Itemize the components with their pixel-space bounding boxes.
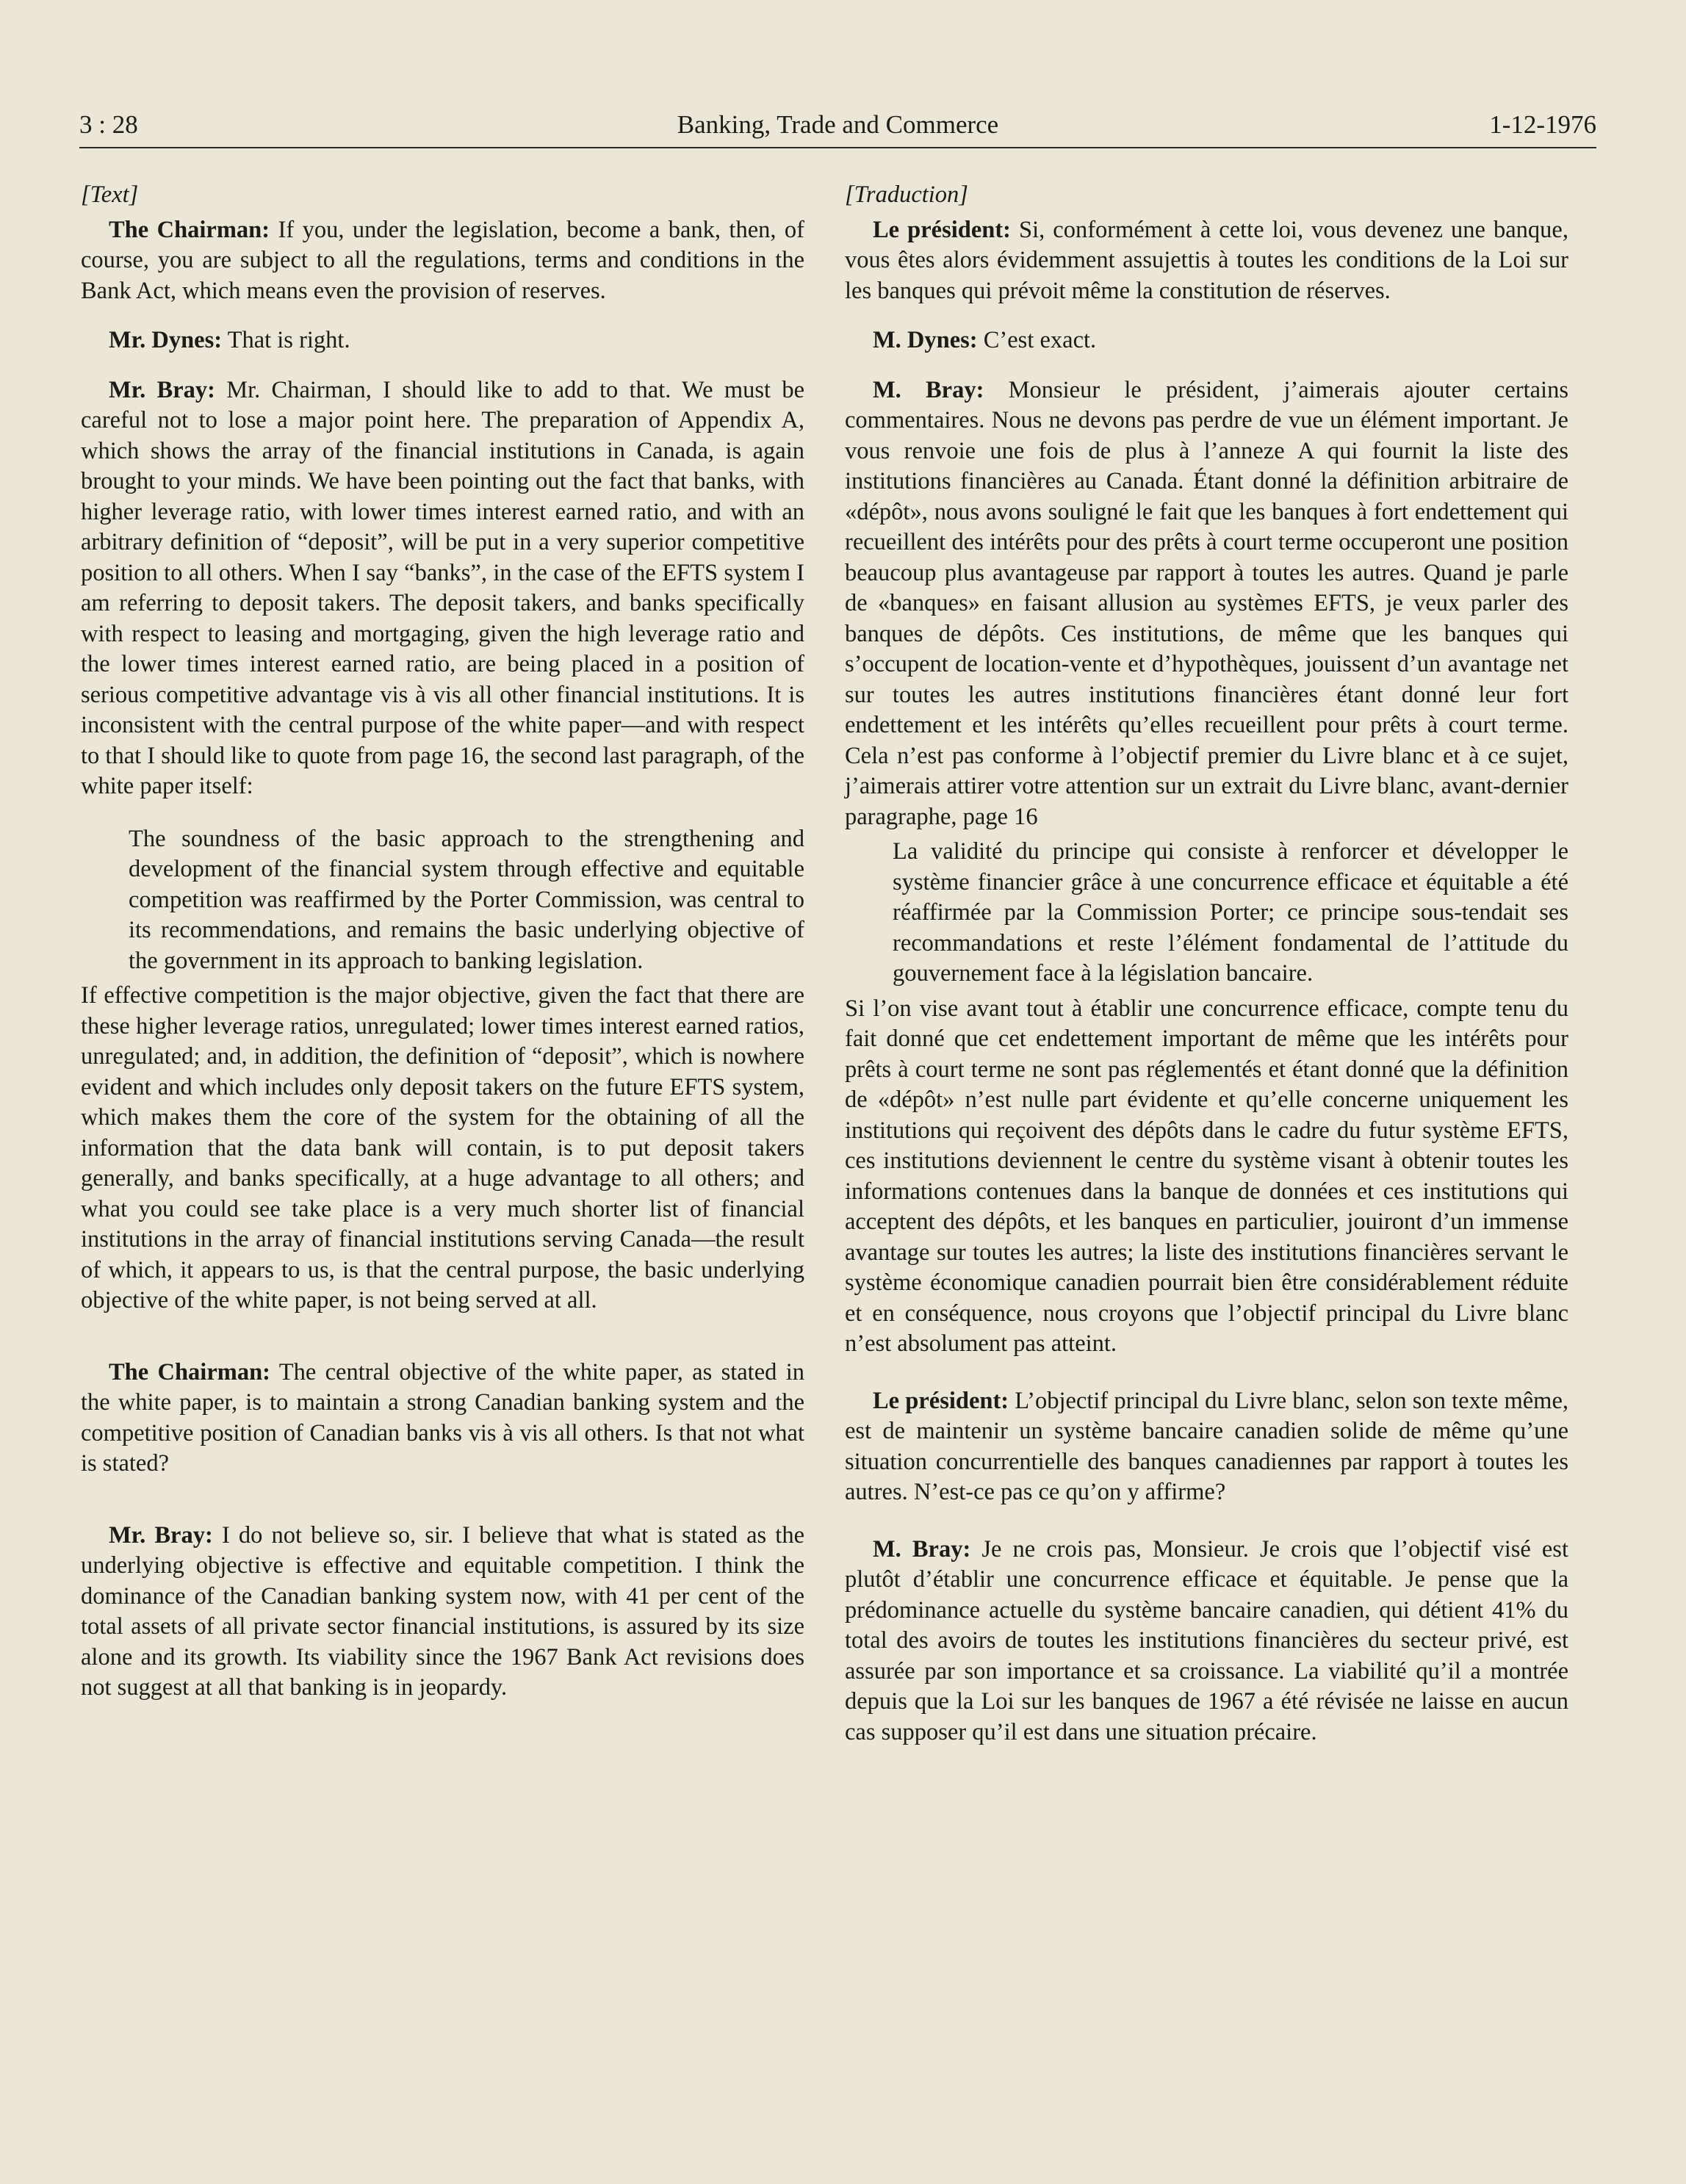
page-reference: 3 : 28: [79, 110, 138, 139]
paragraph-continuation: If effective competition is the major objective, given the fact that there are these higher leverage ratios, unregulated; lower times interest earned ratios, unregulated; and, in addition, the definition of “deposit”, which is nowhere evident and which includes only deposit takers on the future EFTS system, which makes them the core of the system for the obtaining of all the information that the data bank will contain, is to put deposit takers generally, and banks specifically, at a huge advantage to all others; and what you could see take place is a very much shorter list of financial institutions in the array of financial institutions serving Canada—the result of which, it appears to us, is that the central purpose, the basic underlying objective of the white paper, is not being served at all.: [81, 982, 804, 1313]
block-quote: The soundness of the basic approach to the strengthening and development of the financial system through effective and equitable competition was reaffirmed by the Porter Commission, was central to its recommendations, and remains the basic underlying objective of the government in its approach to banking legislation.: [129, 825, 804, 974]
block-quote: La validité du principe qui consiste à renforcer et développer le système financier grâce à une concurrence efficace et équitable a été réaffirmée par la Commission Porter; ce principe sous-tendait ses recommandations et reste l’élément fondamental de l’attitude du gouvernement face à la législation bancaire.: [893, 838, 1568, 987]
paragraph-text: That is right.: [222, 327, 350, 353]
paragraph-text: L’objectif principal du Livre blanc, selon son texte même, est de maintenir un système bancaire canadien solide de même qu’une situation concurrentielle des banques canadiennes par rapport à toutes les autres. N’est-ce pas ce qu’on y affirme?: [845, 1387, 1568, 1505]
paragraph-text: C’est exact.: [977, 327, 1097, 353]
speaker-label: The Chairman:: [109, 216, 270, 243]
speaker-label: M. Bray:: [873, 1535, 971, 1563]
paragraph-bray-1: [81, 375, 804, 802]
paragraph-dynes: [81, 325, 804, 356]
page-date: 1-12-1976: [1489, 110, 1596, 139]
speaker-label: Mr. Bray:: [109, 1521, 213, 1549]
speaker-label: The Chairman:: [109, 1358, 270, 1385]
speaker-label: M. Dynes:: [873, 327, 978, 353]
speaker-label: Le président:: [873, 1387, 1009, 1414]
paragraph-text: If you, under the legislation, become a bank, then, of course, you are subject to all the regulations, terms and conditions in the Bank Act, which means even the provision of reserves.: [81, 216, 804, 304]
paragraph-text: Je ne crois pas, Monsieur. Je crois que l’objectif visé est plutôt d’établir une concurrence efficace et équitable. Je pense que la prédominance actuelle du système bancaire canadien, qui détient 41% du total des avoirs de toutes les institutions financières du secteur privé, est assurée par son importance et sa croissance. La viabilité qu’il a montrée depuis que la Loi sur les banques de 1967 a été révisée ne laisse en aucun cas supposer qu’il est dans une situation précaire.: [845, 1535, 1568, 1745]
paragraph-chairman-1: [81, 215, 804, 307]
paragraph-text: Mr. Chairman, I should like to add to that. We must be careful not to lose a major point here. The preparation of Appendix A, which shows the array of the financial institutions in Canada, is again brought to your minds. We have been pointing out the fact that banks, with higher leverage ratio, with lower times interest earned ratio, and with an arbitrary definition of “deposit”, will be put in a very superior competitive position to all others. When I say “banks”, in the case of the EFTS system I am referring to deposit takers. The deposit takers, and banks specifically with respect to leasing and mortgaging, given the high leverage ratio and the lower times interest earned ratio, are being placed in a position of serious competitive advantage vis à vis all other financial institutions. It is inconsistent with the central purpose of the white paper—and with respect to that I should like to quote from page 16, the second last paragraph, of the white paper itself:: [81, 376, 804, 799]
text-tag: [Text]: [81, 181, 139, 208]
paragraph-dynes: [845, 325, 1568, 356]
paragraph-text: Monsieur le président, j’aimerais ajouter certains commentaires. Nous ne devons pas perdre de vue un élément important. Je vous renvoie une fois de plus à l’anneze A qui fournit la liste des institutions financières au Canada. Étant donné la définition arbitraire de «dépôt», nous avons souligné le fait que les banques à fort endettement qui recueillent des intérêts pour des prêts à court terme occuperont une position beaucoup plus avantageuse par rapport à toutes les autres. Quand je parle de «banques» en faisant allusion au systèmes EFTS, je veux parler des banques de dépôts. Ces institutions, de même que les banques qui s’occupent de location-vente et d’hypothèques, jouissent d’un avantage net sur toutes les autres institutions financières étant donné leur fort endettement et les intérêts qu’elles recueillent pour prêts à court terme. Cela n’est pas conforme à l’objectif premier du Livre blanc et à ce sujet, j’aimerais attirer votre attention sur un extrait du Livre blanc, avant-dernier paragraphe, page 16: [845, 376, 1568, 830]
speaker-label: Le président:: [873, 216, 1011, 243]
paragraph-president-2: [845, 1386, 1568, 1508]
paragraph-text: The central objective of the white paper, as stated in the white paper, is to maintain a strong Canadian banking system and the competitive position of Canadian banks vis à vis all others. Is that not what is stated?: [81, 1358, 804, 1477]
french-column: [845, 180, 1568, 1748]
paragraph-bray-1: [845, 375, 1568, 833]
paragraph-bray-2: [81, 1521, 804, 1704]
speaker-label: Mr. Dynes:: [109, 327, 223, 353]
paragraph-continuation: Si l’on vise avant tout à établir une concurrence efficace, compte tenu du fait donné que cet endettement important de même que les intérêts pour prêts à court terme ne sont pas réglementés et étant donné que la définition de «dépôt» n’est nulle part évidente et qu’elle concerne uniquement les institutions qui reçoivent des dépôts dans le cadre du futur système EFTS, ces institutions deviennent le centre du système visant à obtenir toutes les informations contenues dans la banque de données et ces institutions qui acceptent des dépôts, et les banques en particulier, jouiront d’un immense avantage sur toutes les autres; la liste des institutions financières servant le système économique canadien pourrait bien être considérablement réduite et en conséquence, nous croyons que l’objectif principal du Livre blanc n’est absolument pas atteint.: [845, 995, 1568, 1357]
paragraph-text: I do not believe so, sir. I believe that what is stated as the underlying objective is effective and equitable competition. I think the dominance of the Canadian banking system now, with 41 per cent of the total assets of all private sector financial institutions, is assured by its size alone and its growth. Its viability since the 1967 Bank Act revisions does not suggest at all that banking is in jeopardy.: [81, 1521, 805, 1701]
paragraph-chairman-2: [81, 1358, 804, 1480]
page-title: Banking, Trade and Commerce: [677, 110, 999, 139]
translation-tag: [Traduction]: [845, 181, 968, 208]
speaker-label: Mr. Bray:: [109, 376, 215, 403]
english-column: [81, 180, 804, 1704]
header-rule: [79, 147, 1596, 148]
paragraph-president-1: [845, 215, 1568, 307]
speaker-label: M. Bray:: [873, 376, 984, 403]
paragraph-bray-2: [845, 1535, 1568, 1748]
page-header: [79, 110, 1596, 148]
paragraph-text: Si, conformément à cette loi, vous devenez une banque, vous êtes alors évidemment assujettis à toutes les conditions de la Loi sur les banques qui prévoit même la constitution de réserves.: [845, 216, 1568, 304]
